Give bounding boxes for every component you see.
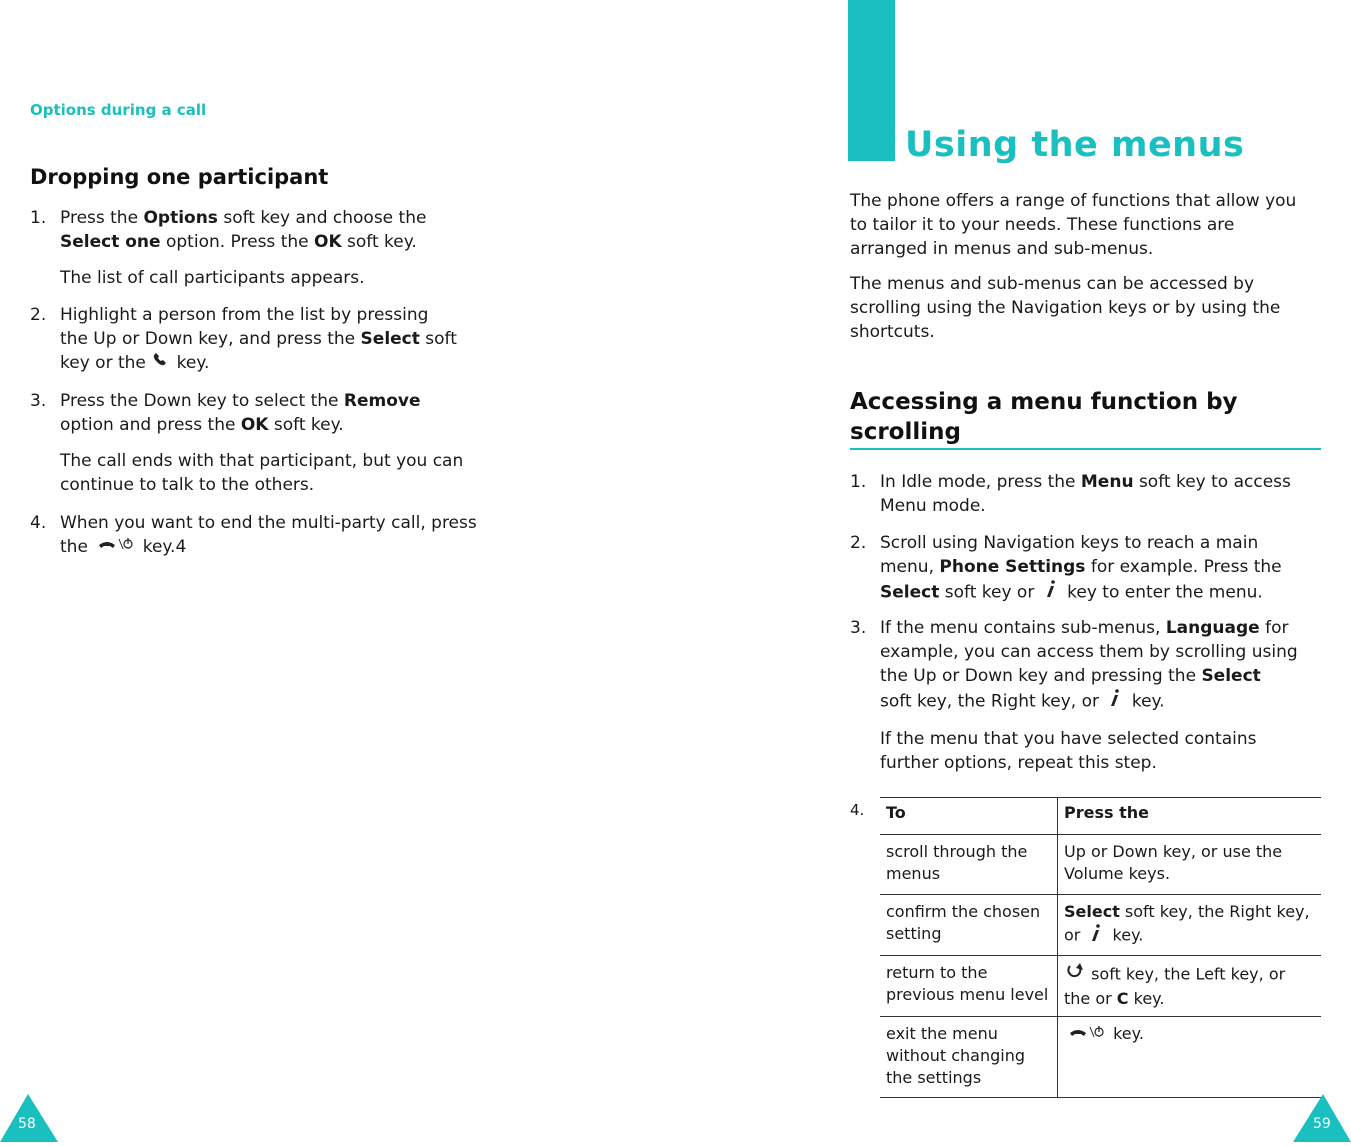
text: the (60, 537, 94, 557)
back-key-icon (1064, 962, 1086, 988)
table-cell: confirm the chosen setting (880, 895, 1058, 956)
table-row (880, 956, 1321, 1017)
step-note: If the menu that you have selected contains (880, 729, 1257, 749)
section-heading (850, 387, 1238, 447)
menu-label: Menu (1080, 472, 1134, 492)
step-number: 1. (30, 208, 47, 228)
text: soft (419, 329, 457, 349)
text: Menu mode. (880, 496, 986, 516)
table-row (880, 835, 1321, 895)
table-cell: Up or Down key, or use the Volume keys. (1058, 835, 1322, 895)
step-number: 2. (30, 305, 47, 325)
text: key. (1126, 691, 1165, 712)
ok-label: OK (240, 415, 269, 435)
step-number: 1. (850, 472, 867, 492)
step-number: 4. (30, 513, 47, 533)
page-number-right (1293, 1094, 1351, 1142)
text: soft key. (341, 232, 417, 252)
step-number: 3. (30, 391, 47, 411)
step-number: 2. (850, 533, 867, 553)
heading-line: scrolling (850, 419, 961, 445)
end-power-icon (93, 535, 137, 559)
text: key.4 (137, 537, 187, 557)
text: Press the (60, 208, 144, 228)
text: example, you can access them by scrolling using (880, 642, 1298, 662)
text: option and press the (60, 415, 241, 435)
table-cell (1058, 1017, 1322, 1098)
options-label: Options (143, 208, 218, 228)
select-label: Select (360, 329, 420, 349)
text: scrolling using the Navigation keys or by using the (850, 298, 1281, 318)
info-key-icon (1104, 688, 1126, 715)
text: for example. Press the (1085, 557, 1282, 577)
text: Press the Down key to select the (60, 391, 344, 411)
table-cell: exit the menu without changing the settings (880, 1017, 1058, 1098)
step-note: continue to talk to the others. (60, 475, 315, 495)
language-label: Language (1165, 618, 1260, 638)
text: soft key, the Right key, or (880, 691, 1105, 712)
step-note: The list of call participants appears. (60, 268, 365, 288)
table-row (880, 895, 1321, 956)
text: for (1259, 618, 1289, 638)
text: soft key, the Right key, or (1064, 902, 1310, 945)
page-number-left (0, 1094, 58, 1142)
text: soft key or (939, 582, 1040, 603)
left-step-4 (30, 511, 510, 559)
text: Highlight a person from the list by pressing (60, 305, 429, 325)
text: soft key. (268, 415, 344, 435)
end-power-icon (1064, 1024, 1108, 1046)
heading-rule (850, 448, 1321, 450)
select-label: Select (880, 582, 940, 603)
right-step-1 (850, 470, 1330, 518)
right-step-3 (850, 616, 1330, 775)
heading-line: Accessing a menu function by (850, 389, 1238, 415)
page-number-text: 59 (1313, 1116, 1331, 1132)
text: In Idle mode, press the (880, 472, 1081, 492)
left-heading: Dropping one participant (30, 165, 329, 189)
text: key. (171, 353, 210, 373)
text: to tailor it to your needs. These functions are (850, 215, 1235, 235)
send-call-icon (151, 351, 171, 375)
table-header-row (880, 798, 1321, 835)
table-cell (1058, 895, 1322, 956)
table-row (880, 1017, 1321, 1098)
step-note: The call ends with that participant, but you can (60, 451, 464, 471)
text: If the menu contains sub-menus, (880, 618, 1166, 638)
step-number: 3. (850, 618, 867, 638)
text: key or the (60, 353, 152, 373)
text: Scroll using Navigation keys to reach a main (880, 533, 1259, 553)
table-cell: return to the previous menu level (880, 956, 1058, 1017)
intro-paragraph-1 (850, 189, 1330, 261)
c-key-label: C (1116, 989, 1129, 1008)
text: the Up or Down key, and press the (60, 329, 361, 349)
info-key-icon (1040, 579, 1062, 606)
text: shortcuts. (850, 322, 935, 342)
select-one-label: Select one (60, 232, 161, 252)
remove-label: Remove (343, 391, 421, 411)
info-key-icon (1085, 923, 1107, 949)
menu-navigation-table (880, 797, 1321, 1098)
text: The menus and sub-menus can be accessed by (850, 274, 1255, 294)
text: The phone offers a range of functions that allow you (850, 191, 1297, 211)
select-label: Select (1064, 902, 1120, 921)
chapter-bar (848, 0, 895, 161)
text: soft key, the Left key, or the or (1064, 964, 1286, 1008)
left-step-2 (30, 303, 510, 375)
text: key. (1107, 925, 1144, 945)
table-header-to: To (880, 798, 1058, 835)
text: key. (1128, 989, 1165, 1008)
right-step-4-number: 4. (850, 801, 865, 819)
text: key to enter the menu. (1061, 582, 1263, 603)
text: option. Press the (160, 232, 314, 252)
text: menu, (880, 557, 940, 577)
select-label: Select (1201, 666, 1261, 686)
intro-paragraph-2 (850, 272, 1330, 344)
left-step-3 (30, 389, 510, 497)
left-step-1 (30, 206, 510, 290)
text: soft key and choose the (217, 208, 427, 228)
table-cell: scroll through the menus (880, 835, 1058, 895)
text: When you want to end the multi-party call, press (60, 513, 477, 533)
text: key. (1108, 1024, 1144, 1043)
table-cell (1058, 956, 1322, 1017)
page-number-text: 58 (18, 1116, 36, 1132)
right-step-2 (850, 531, 1330, 606)
text: the Up or Down key and pressing the (880, 666, 1202, 686)
chapter-title: Using the menus (905, 125, 1245, 165)
step-note: further options, repeat this step. (880, 753, 1157, 773)
text: arranged in menus and sub-menus. (850, 239, 1154, 259)
section-label: Options during a call (30, 101, 207, 119)
text: soft key to access (1133, 472, 1291, 492)
phone-settings-label: Phone Settings (939, 557, 1086, 577)
table-header-press: Press the (1058, 798, 1322, 835)
ok-label: OK (314, 232, 342, 252)
